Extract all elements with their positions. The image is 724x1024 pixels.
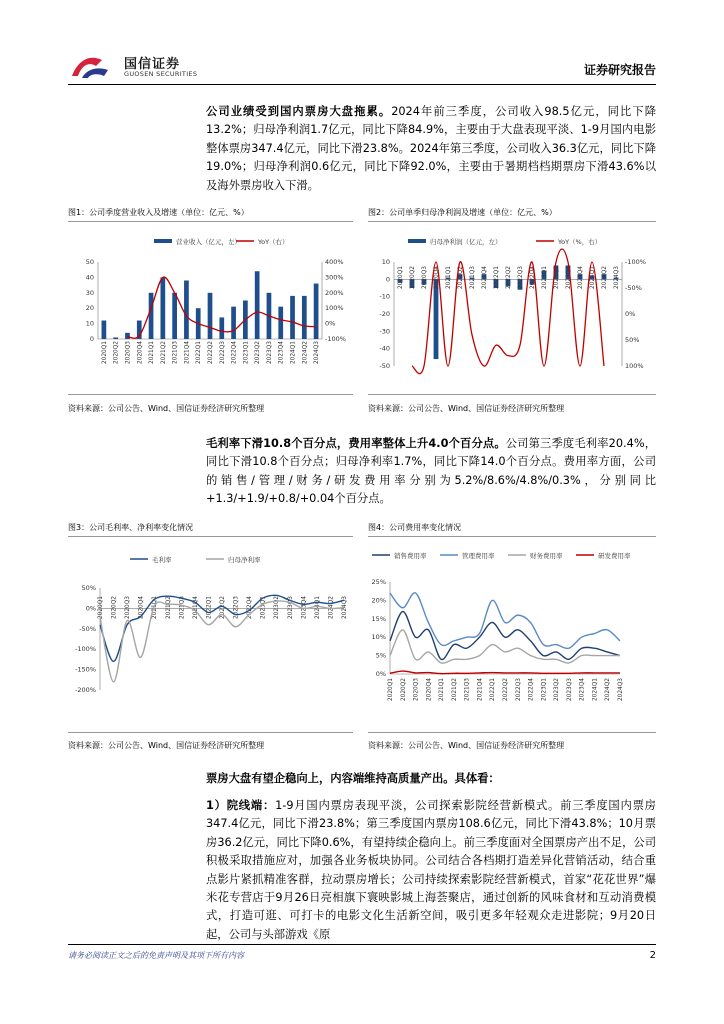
category-label-2020Q2: 2020Q2: [113, 341, 120, 365]
bar-2020Q4: [434, 279, 439, 359]
fig3-title-line: [68, 536, 353, 537]
series-line-研发费用率: [390, 671, 620, 674]
paragraph-cinema-lead: 1）院线端：: [206, 799, 276, 812]
y-tick-label: 0%: [85, 604, 96, 613]
category-label-2021Q4: 2021Q4: [192, 596, 199, 620]
category-label-2023Q3: 2023Q3: [566, 266, 572, 290]
category-label-2021Q1: 2021Q1: [446, 266, 452, 290]
bar-2024Q1: [290, 296, 295, 339]
fig4-title: 图4：公司费用率变化情况: [368, 523, 462, 532]
bar-2020Q3: [125, 333, 130, 339]
right-tick-label: 0%: [325, 319, 336, 328]
legend-label-1: 归母净利率: [228, 556, 261, 564]
paragraph-cinema-body: 1-9月国内票房表现平淡，公司探索影院经营新模式。前三季度国内票房347.4亿元，同比下滑23.8%；第三季度国内票房108.6亿元，同比下滑43.8%；10月票房36.2亿元，同比下降0.6%，有望持续企稳向上。前三季度面对全国票房产出不足，公司积极采取措施应对，加强各业务板块协同。公司结合各档期打造差异化营销活动，结合重点影片紧抓精准客群，拉动票房增长；公司持续探索影院经营新模式，首家“花花世界”爆米花专营店于9月26日亮相旗下寰映影城上海荟聚店，通过创新的风味食材和互动消费模式，打造可逛、可打卡的电影文化生活新空间，吸引更多年轻观众走进影院；9月20日起，公司与头部游戏《原: [206, 799, 656, 941]
right-tick-label: 200%: [325, 288, 344, 297]
legend-swatch-0: [408, 239, 426, 243]
legend-label-0: 归母净利润（亿元，左）: [430, 238, 502, 246]
category-label-2023Q3: 2023Q3: [566, 678, 573, 702]
left-tick-label: 20: [85, 304, 94, 313]
category-label-2021Q1: 2021Q1: [152, 596, 159, 620]
fig1-chart: [68, 224, 353, 392]
category-label-2021Q2: 2021Q2: [451, 678, 458, 702]
bar-2021Q2: [160, 277, 165, 339]
fig2-chart: [368, 224, 656, 392]
category-label-2021Q1: 2021Q1: [149, 341, 156, 365]
category-label-2020Q3: 2020Q3: [422, 266, 428, 290]
category-label-2024Q2: 2024Q2: [602, 266, 608, 290]
logo-en: GUOSEN SECURITIES: [124, 70, 198, 78]
bar-2020Q1: [102, 321, 107, 339]
left-tick-label: -50: [379, 362, 390, 370]
category-label-2020Q4: 2020Q4: [137, 341, 144, 365]
category-label-2021Q3: 2021Q3: [464, 678, 471, 702]
category-label-2021Q3: 2021Q3: [179, 596, 186, 620]
y-tick-label: -200%: [75, 686, 96, 694]
y-tick-label: 5%: [375, 651, 386, 660]
left-tick-label: -10: [379, 292, 390, 301]
page-number: 2: [649, 950, 656, 961]
category-label-2023Q1: 2023Q1: [542, 266, 548, 290]
left-tick-label: 50: [85, 258, 94, 266]
category-label-2024Q1: 2024Q1: [290, 341, 297, 365]
paragraph-cinema: [206, 797, 656, 944]
category-label-2024Q3: 2024Q3: [618, 678, 624, 702]
fig2-title-line: [368, 221, 656, 222]
category-label-2023Q3: 2023Q3: [287, 596, 294, 620]
paragraph-performance-body: 2024年前三季度，公司收入98.5亿元，同比下降13.2%；归母净利润1.7亿元，同比下降84.9%，主要由于大盘表现平淡、1-9月国内电影整体票房347.4亿元，同比下滑23.8%。2024年第三季度，公司收入36.3亿元，同比下降19.0%；归母净利润0.6亿元，同比下降92.0%，主要由于暑期档档期票房下滑43.6%以及海外票房收入下滑。: [206, 105, 656, 192]
category-label-2022Q2: 2022Q2: [220, 596, 226, 620]
fig3-title: 图3：公司毛利率、净利率变化情况: [68, 523, 194, 532]
bar-2021Q4: [184, 280, 189, 339]
bar-2023Q2: [255, 271, 260, 339]
category-label-2022Q2: 2022Q2: [506, 266, 512, 290]
left-tick-label: 0: [89, 335, 94, 343]
legend-swatch-0: [154, 239, 172, 243]
fig4-source: 资料来源：公司公告、Wind、国信证券经济研究所整理: [368, 741, 565, 750]
right-tick-label: 100%: [325, 304, 344, 313]
fig4-title-line: [368, 536, 656, 537]
category-label-2023Q4: 2023Q4: [579, 678, 586, 702]
y-tick-label: 25%: [371, 578, 386, 586]
legend-label-0: 毛利率: [152, 556, 172, 564]
left-tick-label: 0: [385, 275, 390, 284]
bar-2022Q2: [208, 293, 213, 339]
category-label-2022Q3: 2022Q3: [219, 341, 226, 365]
header-divider: [68, 84, 656, 85]
fig3-bottom-line: [68, 732, 353, 733]
y-tick-label: -150%: [75, 665, 96, 674]
category-label-2021Q2: 2021Q2: [165, 596, 172, 620]
y-tick-label: 50%: [81, 584, 96, 592]
category-label-2023Q4: 2023Q4: [578, 266, 584, 290]
category-label-2024Q3: 2024Q3: [314, 341, 321, 365]
logo-cn: 国信证券: [124, 57, 181, 72]
paragraph-outlook: [206, 770, 656, 788]
category-label-2024Q1: 2024Q1: [592, 678, 599, 702]
category-label-2021Q1: 2021Q1: [439, 678, 446, 702]
right-tick-label: 400%: [325, 258, 344, 266]
right-tick-label: -100%: [325, 335, 346, 343]
category-label-2024Q1: 2024Q1: [314, 596, 321, 620]
report-type: 证券研究报告: [583, 63, 656, 77]
right-tick-label: 0%: [625, 310, 636, 318]
category-label-2022Q3: 2022Q3: [518, 266, 524, 290]
left-tick-label: 10: [381, 258, 390, 266]
category-label-2020Q4: 2020Q4: [434, 266, 440, 290]
category-label-2021Q3: 2021Q3: [172, 341, 179, 365]
category-label-2024Q2: 2024Q2: [605, 678, 612, 702]
footer-divider: [68, 944, 656, 945]
category-label-2023Q4: 2023Q4: [301, 596, 308, 620]
category-label-2021Q4: 2021Q4: [477, 678, 484, 702]
fig3-chart: [68, 540, 353, 730]
category-label-2023Q1: 2023Q1: [243, 341, 250, 365]
category-label-2023Q2: 2023Q2: [255, 341, 262, 365]
category-label-2021Q2: 2021Q2: [458, 266, 464, 290]
series-line-管理费用率: [390, 593, 620, 649]
category-label-2023Q1: 2023Q1: [260, 596, 267, 620]
category-label-2024Q2: 2024Q2: [302, 341, 309, 365]
legend-label-3: 研发费用率: [598, 552, 631, 560]
category-label-2024Q2: 2024Q2: [328, 596, 335, 620]
guosen-logo-icon: [68, 50, 118, 80]
category-label-2020Q2: 2020Q2: [400, 678, 407, 702]
bar-2021Q1: [149, 293, 154, 339]
bar-2022Q3: [219, 317, 224, 339]
legend-label-0: 销售费用率: [394, 552, 427, 560]
category-label-2024Q3: 2024Q3: [614, 266, 620, 290]
category-label-2020Q3: 2020Q3: [413, 678, 420, 702]
right-tick-label: 100%: [625, 362, 644, 370]
legend-label-0: 营业收入（亿元，左）: [176, 238, 241, 246]
category-label-2022Q1: 2022Q1: [494, 266, 500, 290]
category-label-2022Q3: 2022Q3: [515, 678, 522, 702]
category-label-2021Q2: 2021Q2: [160, 341, 167, 365]
category-label-2022Q4: 2022Q4: [528, 678, 535, 702]
category-label-2022Q4: 2022Q4: [530, 266, 536, 290]
paragraph-performance-lead: 公司业绩受到国内票房大盘拖累。: [206, 105, 392, 118]
paragraph-margin-lead: 毛利率下滑10.8个百分点，费用率整体上升4.0个百分点。: [206, 437, 506, 450]
category-label-2023Q2: 2023Q2: [554, 678, 561, 702]
legend-label-1: YoY（右）: [258, 238, 289, 246]
category-label-2020Q2: 2020Q2: [111, 596, 118, 620]
right-tick-label: 300%: [325, 273, 344, 282]
fig1-title-line: [68, 221, 353, 222]
left-tick-label: -40: [379, 344, 390, 353]
category-label-2024Q1: 2024Q1: [590, 266, 596, 290]
paragraph-margin-body: 公司第三季度毛利率20.4%，同比下滑10.8个百分点；归母净利率1.7%，同比下降14.0个百分点。费用率方面，公司的销售/管理/财务/研发费用率分别为5.2%/8.6%/4.8%/0.3%，分别同比+1.3/+1.9/+0.8/+0.04个百分点。: [206, 437, 656, 506]
category-label-2021Q4: 2021Q4: [184, 341, 191, 365]
bar-2024Q3: [314, 284, 319, 339]
left-tick-label: 40: [85, 273, 94, 282]
bar-2021Q3: [172, 293, 177, 339]
category-label-2022Q1: 2022Q1: [196, 341, 203, 365]
category-label-2023Q4: 2023Q4: [278, 341, 285, 365]
category-label-2022Q2: 2022Q2: [503, 678, 509, 702]
category-label-2022Q3: 2022Q3: [233, 596, 240, 620]
fig3-source: 资料来源：公司公告、Wind、国信证券经济研究所整理: [68, 741, 265, 750]
category-label-2020Q2: 2020Q2: [410, 266, 416, 290]
category-label-2020Q1: 2020Q1: [388, 678, 394, 702]
category-label-2020Q4: 2020Q4: [138, 596, 145, 620]
legend-label-1: YoY（%，右）: [558, 238, 602, 246]
legend-label-1: 管理费用率: [462, 552, 495, 560]
fig1-title: 图1：公司季度营业收入及增速（单位：亿元、%）: [68, 208, 249, 217]
bar-2022Q4: [231, 307, 236, 339]
category-label-2023Q2: 2023Q2: [554, 266, 560, 290]
fig2-source: 资料来源：公司公告、Wind、国信证券经济研究所整理: [368, 404, 565, 413]
category-label-2023Q2: 2023Q2: [274, 596, 281, 620]
fig2-title: 图2：公司单季归母净利润及增速（单位：亿元、%）: [368, 208, 557, 217]
category-label-2020Q1: 2020Q1: [398, 266, 404, 290]
category-label-2022Q1: 2022Q1: [490, 678, 497, 702]
paragraph-performance: [206, 103, 656, 195]
right-tick-label: 50%: [625, 336, 640, 344]
category-label-2022Q4: 2022Q4: [247, 596, 254, 620]
category-label-2022Q4: 2022Q4: [231, 341, 238, 365]
fig1-source: 资料来源：公司公告、Wind、国信证券经济研究所整理: [68, 404, 265, 413]
left-tick-label: -30: [379, 327, 390, 336]
footer-disclaimer: 请务必阅读正文之后的免责声明及其项下所有内容: [68, 951, 244, 960]
legend-label-2: 财务费用率: [530, 552, 563, 560]
bar-2023Q4: [278, 307, 283, 339]
right-tick-label: -100%: [625, 258, 646, 266]
fig4-bottom-line: [368, 732, 656, 733]
category-label-2021Q3: 2021Q3: [470, 266, 476, 290]
right-tick-label: -50%: [625, 284, 642, 292]
series-line-财务费用率: [390, 630, 620, 663]
y-tick-label: 15%: [371, 614, 386, 623]
left-tick-label: 30: [85, 288, 94, 297]
category-label-2020Q1: 2020Q1: [101, 341, 108, 365]
category-label-2020Q3: 2020Q3: [125, 341, 132, 365]
paragraph-outlook-lead: 票房大盘有望企稳向上，内容端维持高质量产出。具体看：: [206, 772, 500, 785]
category-label-2024Q3: 2024Q3: [342, 596, 348, 620]
paragraph-margin: [206, 435, 656, 509]
category-label-2020Q4: 2020Q4: [426, 678, 433, 702]
bar-2024Q2: [302, 296, 307, 339]
fig2-bottom-line: [368, 394, 656, 395]
header: [68, 48, 656, 84]
left-tick-label: 10: [85, 319, 94, 328]
fig4-chart: [368, 540, 656, 730]
category-label-2022Q1: 2022Q1: [206, 596, 213, 620]
y-tick-label: -50%: [79, 624, 96, 633]
y-tick-label: 10%: [371, 633, 386, 642]
category-label-2021Q4: 2021Q4: [482, 266, 488, 290]
category-label-2023Q1: 2023Q1: [541, 678, 548, 702]
y-tick-label: 20%: [371, 596, 386, 605]
y-tick-label: -100%: [75, 645, 96, 654]
bar-2020Q2: [113, 337, 118, 339]
category-label-2020Q3: 2020Q3: [125, 596, 132, 620]
category-label-2023Q3: 2023Q3: [266, 341, 273, 365]
left-tick-label: -20: [379, 310, 390, 318]
y-tick-label: 0%: [375, 670, 386, 678]
category-label-2022Q2: 2022Q2: [208, 341, 214, 365]
fig1-bottom-line: [68, 394, 353, 395]
category-label-2020Q1: 2020Q1: [98, 596, 104, 620]
